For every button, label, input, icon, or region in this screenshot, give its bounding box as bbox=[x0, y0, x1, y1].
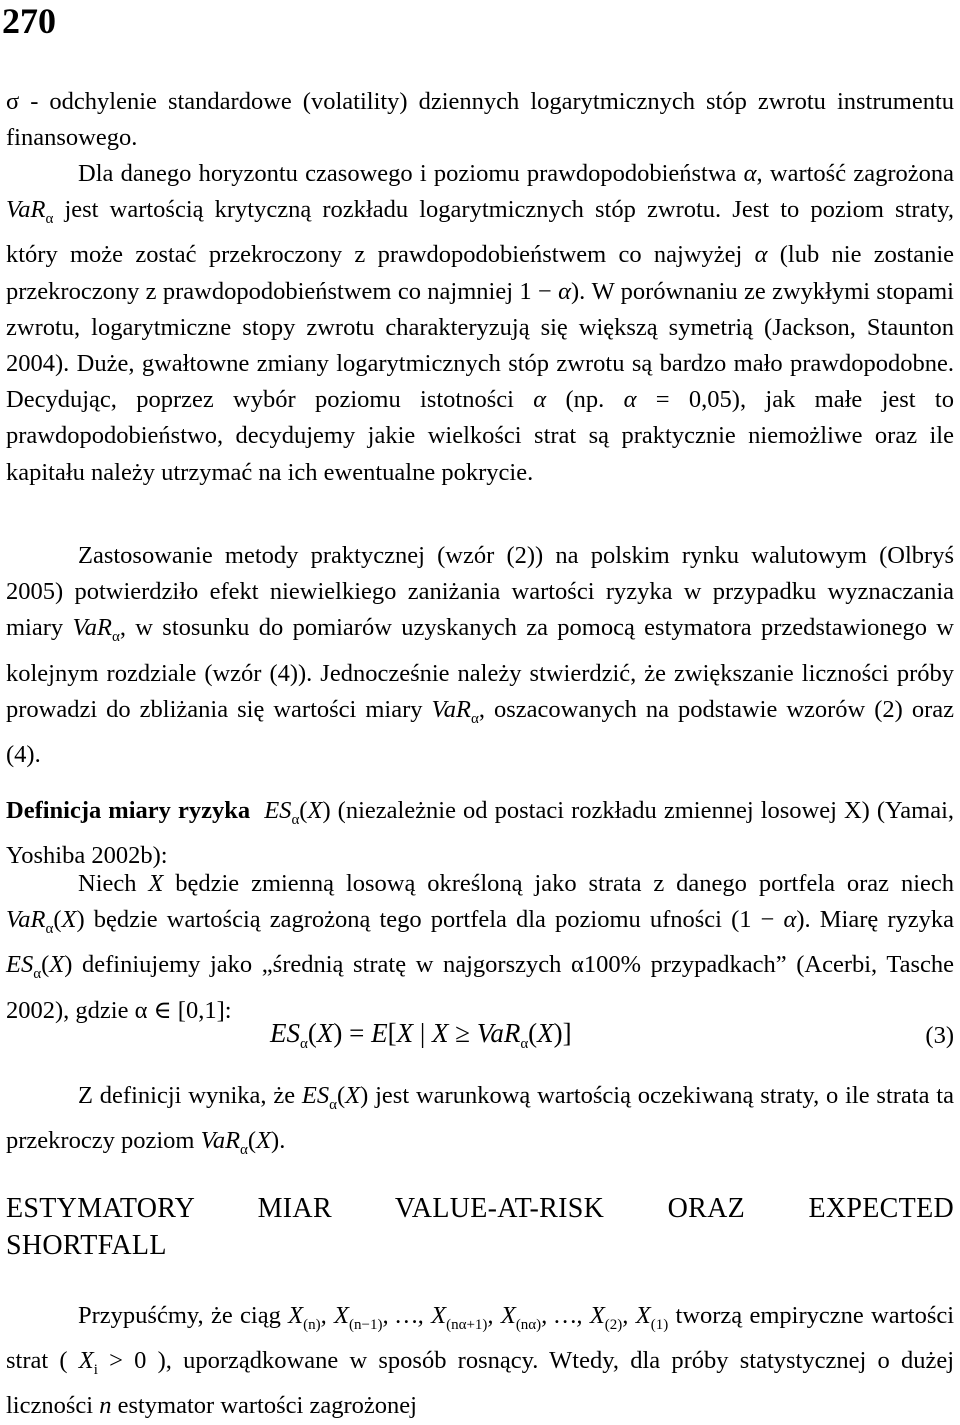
math-x: X bbox=[148, 870, 164, 897]
text-segment: definiujemy jako „średnią stratę w najgorszych α100% przypadkach” (Acerbi, Tasche 2002), gdzie α ∈ [0,1]: bbox=[6, 951, 954, 1024]
paragraph-conditional-expectation bbox=[6, 1078, 954, 1168]
math-one-minus-alpha: 1 − α bbox=[519, 277, 571, 305]
equation-number: (3) bbox=[925, 1022, 954, 1049]
paragraph-es-explanation bbox=[6, 866, 954, 1029]
paragraph-estimators-intro bbox=[6, 1298, 954, 1425]
text-segment: , w stosunku do pomiarów uzyskanych za pomocą estymatora przedstawionego w kolejnym rozdziale (wzór (4)). Jednocześnie należy stwierdzić, że zwiększanie liczności próby prowadzi do zbliżania się wartości miary bbox=[6, 614, 955, 723]
text-segment: będzie wartością zagrożoną tego portfela dla poziomu ufności bbox=[84, 906, 732, 934]
math-alpha-equals: α = 0,05 bbox=[623, 386, 732, 414]
text-segment: będzie zmienną losową określoną jako strata z danego portfela oraz niech bbox=[163, 870, 954, 897]
paragraph-sigma-definition bbox=[6, 84, 954, 156]
math-es-alpha-x: $ES_\alpha(X)$ bbox=[264, 797, 331, 828]
paragraph-text: σ - odchylenie standardowe (volatility) dziennych logarytmicznych stóp zwrotu instrumentu finansowego. bbox=[6, 88, 954, 152]
text-segment: Zastosowanie metody praktycznej (wzór (2)) na polskim rynku walutowym (Olbryś 2005) potwierdziło efekt niewielkiego zaniżania wartości ryzyka w przypadku wyznaczania miary bbox=[6, 542, 954, 642]
math-n: n bbox=[99, 1392, 112, 1420]
math-alpha: α bbox=[754, 241, 768, 269]
text-segment: tworzą empiryczne wartości strat ( bbox=[6, 1302, 955, 1375]
text-segment: Niech bbox=[78, 870, 149, 897]
math-var-alpha: VaR$_\alpha$ bbox=[72, 614, 120, 646]
equation-expression: $ES_\alpha(X) = E[X$ | X ≥ VaR$_\alpha$(X)] bbox=[270, 1018, 572, 1052]
text-segment: , oszacowanych na podstawie wzorów (2) oraz (4). bbox=[6, 695, 954, 769]
definition-title: Definicja miary ryzyka bbox=[6, 797, 251, 824]
text-segment: (np. bbox=[546, 386, 624, 414]
math-alpha: α bbox=[533, 386, 547, 414]
text-segment: (niezależnie od postaci rozkładu zmiennej losowej X) (Yamai, Yoshiba 2002b): bbox=[6, 797, 955, 870]
math-xi-positive: $X_i > 0$ bbox=[78, 1347, 147, 1379]
text-segment: estymator wartości zagrożonej bbox=[111, 1392, 417, 1420]
math-var-alpha: VaR$_\alpha$ bbox=[6, 196, 54, 228]
text-segment: Z definicji wynika, że bbox=[78, 1082, 302, 1109]
text-segment: . Miarę ryzyka bbox=[804, 906, 954, 934]
math-var-alpha-x: VaR$_\alpha$(X) bbox=[200, 1127, 280, 1159]
equation-3 bbox=[270, 1018, 954, 1062]
paragraph-es-definition bbox=[6, 793, 954, 874]
text-segment: Przypuśćmy, że ciąg bbox=[78, 1302, 289, 1329]
heading-line: SHORTFALL bbox=[6, 1230, 167, 1261]
heading-line: ESTYMATORY MIAR VALUE-AT-RISK ORAZ EXPECTED bbox=[6, 1193, 954, 1224]
page-number: 270 bbox=[2, 1, 56, 41]
math-var-alpha-x: VaR$_\alpha$(X) bbox=[6, 906, 85, 938]
paragraph-practical-method bbox=[6, 538, 954, 773]
math-one-minus-alpha: (1 − α) bbox=[731, 906, 805, 934]
math-alpha: α bbox=[743, 160, 757, 187]
text-segment: (lub nie zostanie przekroczony z prawdopodobieństwem co najmniej bbox=[6, 241, 954, 305]
text-segment: Dla danego horyzontu czasowego i poziomu prawdopodobieństwa bbox=[78, 160, 744, 187]
text-segment: . bbox=[279, 1127, 286, 1155]
text-segment: jest wartością krytyczną rozkładu logarytmicznych stóp zwrotu. Jest to poziom straty, który może zostać przekroczony z prawdopodobieństwem co najwyżej bbox=[6, 196, 954, 269]
text-segment: , wartość zagrożona bbox=[756, 160, 954, 187]
paragraph-var-definition bbox=[6, 156, 954, 491]
text-segment: ). W porównaniu ze zwykłymi stopami zwrotu, logarytmiczne stopy zwrotu charakteryzują się większą symetrią (Jackson, Staunton 2004). Duże, gwałtowne zmiany logarytmicznych stóp zwrotu są bardzo mało prawdopodobne. Decydując, poprzez wybór poziomu istotności bbox=[6, 277, 954, 414]
text-segment: ), uporządkowane w sposób rosnący. Wtedy, dla próby statystycznej o dużej liczności bbox=[6, 1347, 955, 1420]
section-heading bbox=[6, 1190, 954, 1264]
text-segment: jest warunkową wartością oczekiwaną straty, o ile strata ta przekroczy poziom bbox=[6, 1082, 954, 1155]
math-order-statistics: $X_{(n)}$, $X_{(n-1)}$, …, $X_{(n\alpha+1)}$, $X_{(n\alpha)}$, …, $X_{(2)}$, $X_{(1)}$ bbox=[288, 1302, 669, 1333]
text-segment: ), jak małe jest to prawdopodobieństwo, decydujemy jakie wielkości strat są praktycznie niemożliwe oraz ile kapitału należy utrzymać na ich ewentualne pokrycie. bbox=[6, 386, 954, 486]
math-es-alpha-x: $ES_\alpha(X)$ bbox=[6, 951, 73, 983]
math-es-alpha-x: $ES_\alpha(X)$ bbox=[301, 1082, 369, 1113]
math-var-alpha: VaR$_\alpha$ bbox=[431, 695, 479, 727]
